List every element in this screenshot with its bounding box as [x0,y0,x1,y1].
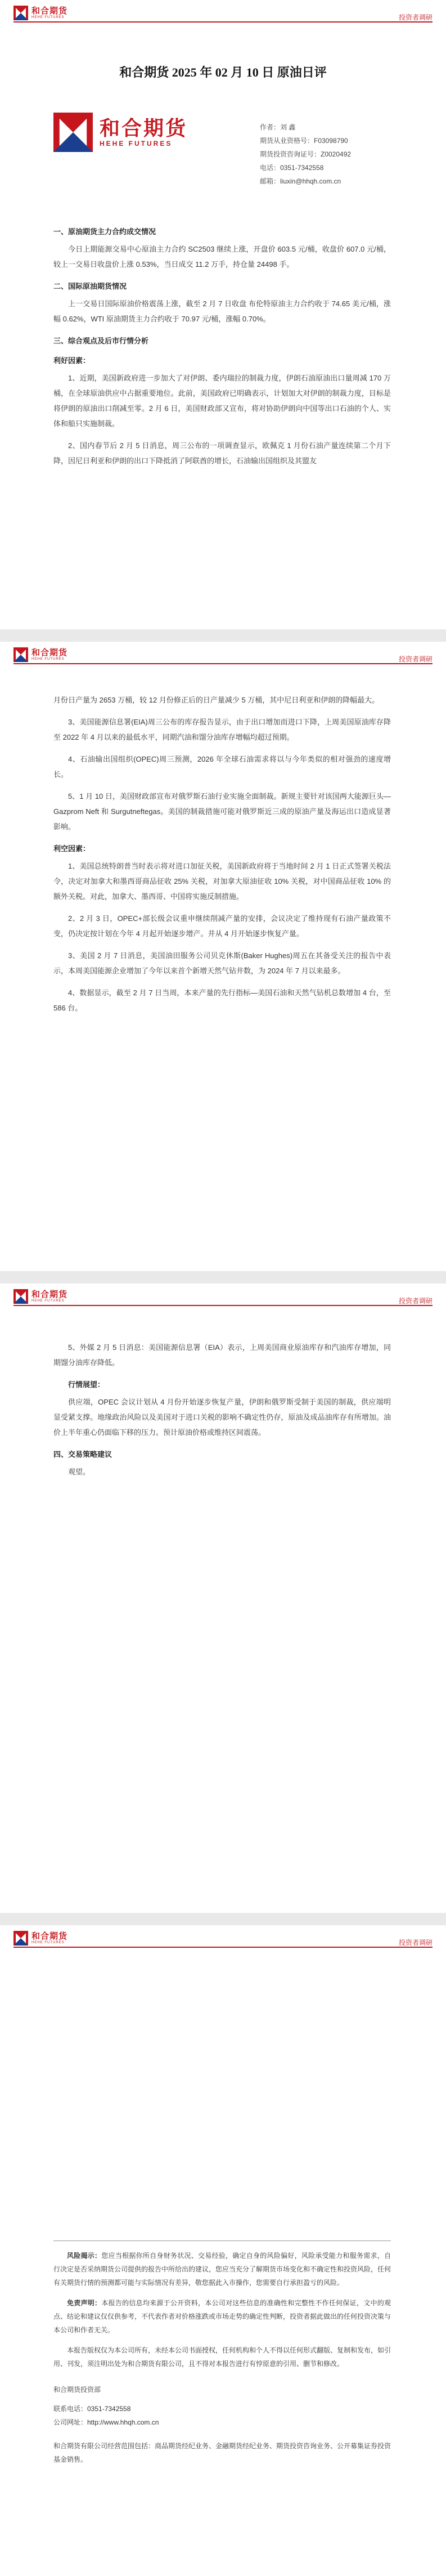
section-heading: 三、综合观点及后市行情分析 [53,337,149,345]
header-logo [13,1931,67,1946]
header-logo [13,1289,67,1304]
page-3 [0,1283,446,1913]
contact-phone: 联系电话：0351-7342558 [53,2405,131,2413]
logo-mark-icon [13,6,28,20]
paragraph: 1、美国总统特朗普当时表示将对进口加征关税，美国新政府将于当地时间 2 月 1 日正式签署关税法令，决定对加拿大和墨西哥商品征收 25% 关税，对加拿大原油征收 10% 关税，对中国商品征收 10% 的额外关税。对此，加拿大、墨西哥、中国将实施反制措施。 [53,862,391,901]
cert-consulting: 期货投资咨询证号：Z0020492 [260,150,352,158]
brand-en: HEHE FUTURES [31,16,65,19]
company-name: 和合期货投资部 [53,2386,101,2394]
subheading: 利好因素： [53,356,91,365]
main-logo-cn: 和合期货 [100,117,188,140]
header-divider [13,21,433,23]
paragraph: 3、美国 2 月 7 日消息，美国油田服务公司贝克休斯(Baker Hughes)周五在其备受关注的报告中表示，本周美国能源企业增加了今年以来首个新增天然气钻井数，为 2024 年 7 月以来最多。 [53,951,391,975]
brand-cn: 和合期货 [31,6,68,16]
risk-label: 风险揭示： [67,2252,102,2260]
logo-mark-icon [13,1931,28,1946]
paragraph: 今日上期能源交易中心原油主力合约 SC2503 继续上涨，开盘价 603.5 元/桶，收盘价 607.0 元/桶，较上一交易日收盘价上涨 0.53%，当日成交 11.2 万手，持仓量 24498 手。 [53,245,391,269]
risk-text: 您应当根据你所自身财务状况、交易经验，确定自身的风险偏好，风险承受能力和服务需求，自行决定是否采纳期货公司提供的报告中所给出的建议，您应当充分了解期货市场变化和不确定性和投资风险，任何有关期货行情的预测都可能与实际情况有差异，敬您据此入市操作，您需要自行承担盈亏的风险。 [53,2252,391,2287]
paragraph: 观望。 [68,1468,91,1476]
header-tag: 投资者调研 [398,1939,433,1947]
paragraph: 3、美国能源信息署(EIA)周三公布的库存报告显示，由于出口增加而进口下降，上周美国原油库存降至 2022 年 4 月以来的最低水平，同期汽油和馏分油库存增幅均超过预期。 [53,718,391,741]
page-4 [0,1925,446,2576]
page-header [0,0,446,25]
brand-en: HEHE FUTURES [31,1941,65,1944]
content-block-2 [53,692,391,1022]
page-header [0,1283,446,1308]
logo-mark-icon [13,647,28,662]
company-website[interactable]: 公司网址：http://www.hhqh.com.cn [53,2418,159,2426]
paragraph: 1、近期，美国新政府进一步加大了对伊朗、委内瑞拉的制裁力度，伊朗石油原油出口量周减 170 万桶，在全球原油供应中占据重要地位。此前，美国政府已明确表示，计划加大对伊朗的制裁力度，目标是将伊朗的原油出口削减至零。2 月 6 日，美国财政部又宣布，将对协助伊朗向中国等出口石油的个人、实体和船只实施制裁。 [53,374,391,428]
paragraph: 2、2 月 3 日，OPEC+部长级会议重申继续削减产量的安排，会议决定了维持现有石油产量政策不变，仍决定按计划在今年 4 月起开始逐步增产。并从 4 月开始逐步恢复产量。 [53,914,391,938]
company-intro: 和合期货有限公司经营范围包括：商品期货经纪业务、金融期货经纪业务、期货投资咨询业务、公开募集证券投资基金销售。 [53,2442,391,2463]
author: 作者：刘 鑫 [260,123,296,131]
author-info [260,120,351,188]
page-gap [0,1271,446,1283]
subheading: 行情展望： [68,1380,105,1389]
page-header [0,642,446,667]
paragraph: 5、外媒 2 月 5 日消息：美国能源信息署（EIA）表示，上周美国商业原油库存和汽油库存增加，同期馏分油库存降低。 [53,1343,391,1367]
brand-cn: 和合期货 [31,1290,68,1299]
header-divider [13,1305,433,1306]
paragraph: 5、1 月 10 日，美国财政部宣布对俄罗斯石油行业实施全面制裁。新规主要针对该国两大能源巨头—Gazprom Neft 和 Surgutneftegas。美国的制裁措施可能对俄罗斯近三成的原油产量及海运出口造成显著影响。 [53,792,391,831]
header-divider [13,663,433,664]
header-divider [13,1947,433,1948]
header-tag: 投资者调研 [398,1297,433,1305]
header-logo [13,6,67,20]
paragraph: 月份日产量为 2653 万桶，较 12 月份修正后的日产量减少 5 万桶，其中尼日利亚和伊朗的降幅最大。 [53,696,380,704]
header-tag: 投资者调研 [398,14,433,21]
author-email[interactable]: 邮箱：liuxin@hhqh.com.cn [260,177,341,185]
paragraph: 4、石油输出国组织(OPEC)周三预测，2026 年全球石油需求将以与今年类似的相对强劲的速度增长。 [53,755,391,779]
disclaimer-block [53,2249,391,2466]
paragraph: 上一交易日国际原油价格震荡上涨，截至 2 月 7 日收盘 布伦特原油主力合约收于 74.65 美元/桶，涨幅 0.62%，WTI 原油期货主力合约收于 70.97 元/桶，涨幅 0.70%。 [53,299,391,323]
page-gap [0,629,446,642]
paragraph: 2、国内春节后 2 月 5 日消息，周三公布的一项调查显示，欧佩克 1 月份石油产量连续第二个月下降，因尼日利亚和伊朗的出口下降抵消了阿联酋的增长，石油输出国组织及其盟友 [53,441,391,465]
section-heading: 二、国际原油期货情况 [53,282,127,290]
section-heading: 四、交易策略建议 [53,1450,112,1459]
content-block-1 [53,220,391,475]
page-1 [0,0,446,629]
paragraph: 供应端，OPEC 会议计划从 4 月份开始逐步恢复产量，伊朗和俄罗斯受制于美国的制裁，供应端明显受紧支撑。地缘政治风险以及美国对于进口关税的影响不确定性仍存，原油及成品油库存有所增加。油价上半年重心仍面临下移的压力。预计原油价格或维持区间震荡。 [53,1398,391,1437]
author-phone: 电话：0351-7342558 [260,164,324,172]
brand-cn: 和合期货 [31,648,68,658]
paragraph: 4、数据显示，截至 2 月 7 日当周，本来产量的先行指标—美国石油和天然气钻机总数增加 4 台，至 586 台。 [53,989,391,1012]
header-logo [13,647,67,662]
disclaimer-label: 免责声明： [67,2299,102,2307]
main-logo-en: HEHE FUTURES [100,140,173,147]
main-logo [53,113,187,152]
brand-cn: 和合期货 [31,1931,68,1941]
subheading: 利空因素： [53,844,91,853]
page-2 [0,642,446,1271]
logo-mark-icon [13,1289,28,1304]
content-block-3 [53,1340,391,1486]
page-gap [0,1913,446,1925]
brand-en: HEHE FUTURES [31,1299,65,1303]
logo-mark-large-icon [53,113,93,152]
header-tag: 投资者调研 [398,655,433,663]
report-title: 和合期货 2025 年 02 月 10 日 原油日评 [119,65,327,79]
cert-qualification: 期货从业资格号：F03098790 [260,137,348,145]
copyright-text: 本报告版权仅为本公司所有，未经本公司书面授权，任何机构和个人不得以任何形式翻版、复制和发布，如引用、刊发，须注明出处为和合期货有限公司，且不得对本报告进行有悖原意的引用、删节和修改。 [53,2346,391,2368]
disclaimer-text: 本报告的信息均来源于公开资料，本公司对这些信息的准确性和完整性不作任何保证，文中的观点、结论和建议仅仅供参考，不代表作者对价格涨跌或市场走势的确定性判断，投资者据此做出的任何投资决策与本公司和作者无关。 [53,2299,391,2334]
brand-en: HEHE FUTURES [31,658,65,661]
page-header [0,1925,446,1950]
section-heading: 一、原油期货主力合约成交情况 [53,227,156,236]
disclaimer-divider [53,2240,391,2241]
